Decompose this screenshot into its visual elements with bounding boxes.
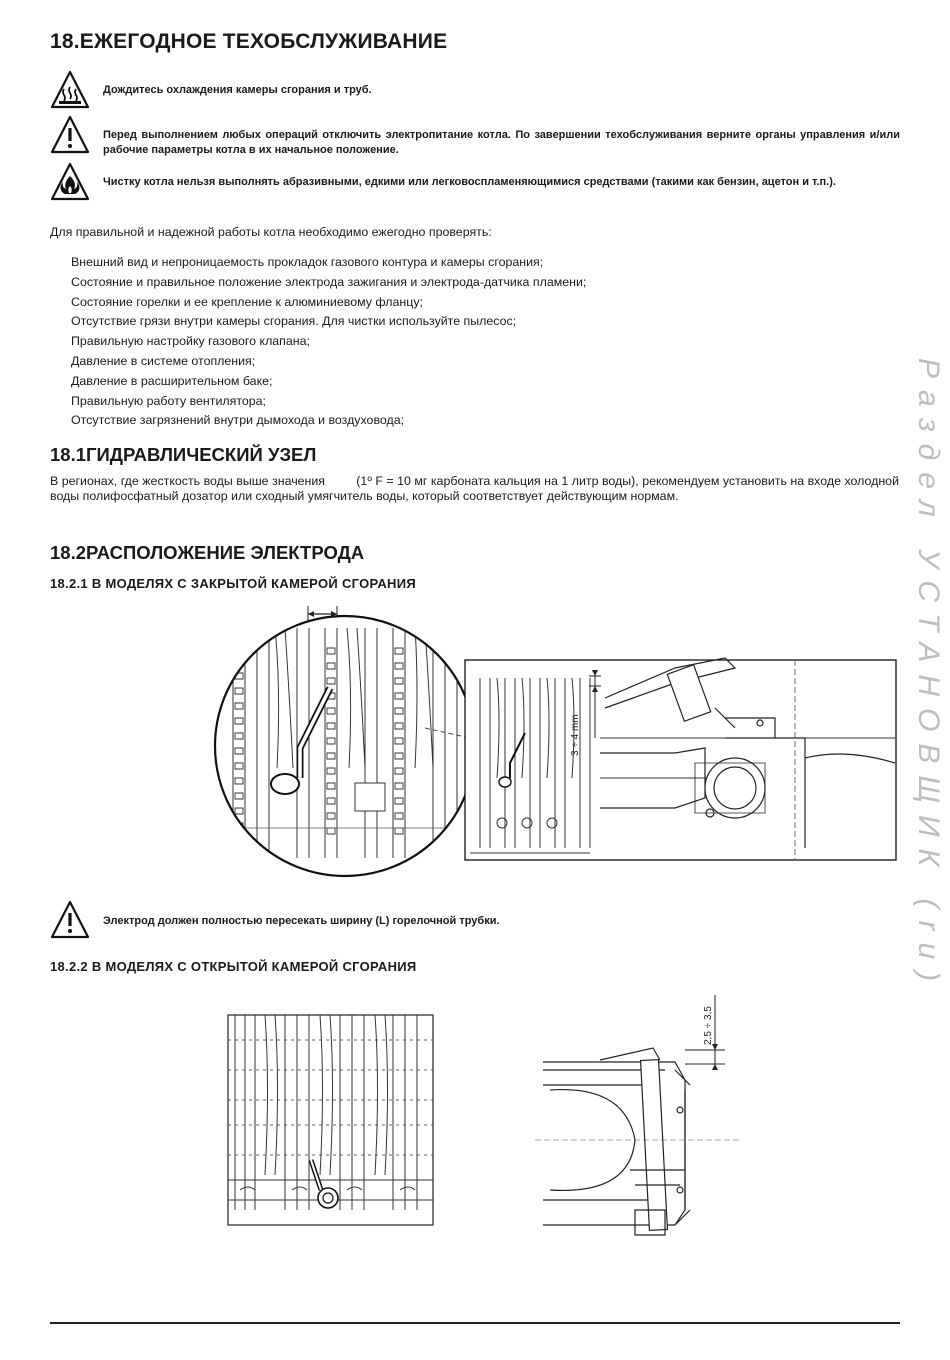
warning-icon <box>50 115 90 155</box>
list-item: Состояние горелки и ее крепление к алюминиевому фланцу; <box>71 294 423 309</box>
intro-text: Для правильной и надежной работы котла необходимо ежегодно проверять: <box>50 225 492 239</box>
list-item: Давление в системе отопления; <box>71 353 256 368</box>
fire-icon <box>50 162 90 202</box>
list-item: Правильную настройку газового клапана; <box>71 334 310 349</box>
side-section-label <box>908 358 948 998</box>
warning-icon <box>50 900 90 940</box>
warning-power <box>50 115 900 158</box>
side-label-text: Раздел УСТАНОВЩИК (ru) <box>912 358 945 994</box>
warning-electrode <box>50 900 900 940</box>
warning-text: Перед выполнением любых операций отключить электропитание котла. По завершении техобслуживания верните органы управления и/или рабочие параметры котла в их начальное положение. <box>103 129 900 156</box>
list-item: Правильную работу вентилятора; <box>71 393 266 408</box>
warning-hot-surface <box>50 70 900 110</box>
page-title: 18.ЕЖЕГОДНОЕ ТЕХОБСЛУЖИВАНИЕ <box>50 30 448 53</box>
warning-flammable <box>50 162 900 202</box>
subsection-open-chamber: 18.2.2 В МОДЕЛЯХ С ОТКРЫТОЙ КАМЕРОЙ СГОРАНИЯ <box>50 959 417 974</box>
dimension-label: 3 ÷ 4 mm <box>570 714 581 756</box>
dimension-label: 2,5 ÷ 3,5 <box>703 1006 714 1045</box>
list-item: Давление в расширительном баке; <box>71 373 273 388</box>
burner-tubes-figure-open <box>225 1010 440 1235</box>
list-item: Отсутствие загрязнений внутри дымохода и воздуховода; <box>71 413 405 428</box>
bottom-rule <box>50 1322 900 1324</box>
list-item: Внешний вид и непроницаемость прокладок газового контура и камеры сгорания; <box>71 255 544 269</box>
section-heading-electrode: 18.2РАСПОЛОЖЕНИЕ ЭЛЕКТРОДА <box>50 542 365 563</box>
electrode-figure-closed <box>205 598 905 888</box>
warning-text: Дождитесь охлаждения камеры сгорания и труб. <box>103 84 372 96</box>
subsection-closed-chamber: 18.2.1 В МОДЕЛЯХ С ЗАКРЫТОЙ КАМЕРОЙ СГОРАНИЯ <box>50 576 417 591</box>
warning-text: Чистку котла нельзя выполнять абразивными, едкими или легковоспламеняющимися средствами (такими как бензин, ацетон и т.п.). <box>103 176 836 188</box>
section-heading-hydraulic: 18.1ГИДРАВЛИЧЕСКИЙ УЗЕЛ <box>50 444 317 465</box>
hydraulic-text: В регионах, где жесткость воды выше значения (1º F = 10 мг карбоната кальция на 1 литр воды), рекомендуем установить на входе холодной воды полифосфатный дозатор или сходный умягчитель воды, который соответствует действующим нормам. <box>50 474 903 503</box>
list-item: Отсутствие грязи внутри камеры сгорания. Для чистки используйте пылесос; <box>71 314 517 329</box>
checklist <box>71 253 586 431</box>
hot-surface-icon <box>50 70 90 110</box>
list-item: Состояние и правильное положение электрода зажигания и электрода-датчика пламени; <box>71 274 587 289</box>
electrode-note: Электрод должен полностью пересекать ширину (L) горелочной трубки. <box>103 915 500 927</box>
electrode-figure-open <box>535 990 740 1250</box>
